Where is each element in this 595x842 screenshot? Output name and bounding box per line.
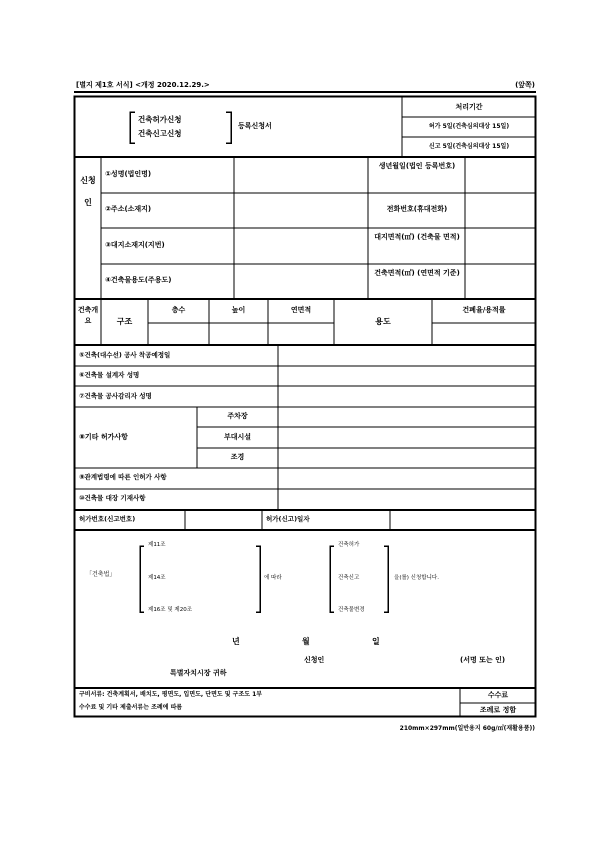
- request-option-2: 건축신고: [338, 575, 360, 581]
- clause-option-1: 제11조: [148, 542, 166, 548]
- date-year: 년: [232, 637, 240, 646]
- building-area-field[interactable]: [467, 266, 534, 297]
- applicant-name-field[interactable]: [236, 159, 366, 191]
- applicant-address-field[interactable]: [236, 195, 366, 226]
- site-location-field[interactable]: [236, 230, 366, 262]
- col-floor-area: 연면적: [290, 306, 312, 314]
- sub-landscape: 조경: [230, 453, 245, 461]
- processing-period-permit: 허가 5일(건축심의대상 15일): [428, 123, 510, 130]
- clause-option-2: 제14조: [148, 575, 166, 581]
- phone-label: 전화번호(휴대전화): [386, 205, 448, 213]
- related-permits-label: ⑨관계법령에 따른 인허가 사항: [79, 473, 167, 481]
- declaration-lead: 「건축법」: [86, 571, 116, 578]
- building-use-label: ④건축물용도(주용도): [105, 276, 172, 284]
- permit-date-field[interactable]: [392, 512, 534, 528]
- date-month: 월: [302, 637, 310, 646]
- col-usage: 용도: [375, 317, 391, 326]
- supervisor-label: ⑦건축물 공사감리자 성명: [79, 392, 152, 400]
- birthdate-field[interactable]: [467, 159, 534, 191]
- permit-date-label: 허가(신고)일자: [266, 515, 310, 523]
- site-location-label: ③대지소재지(지번): [105, 241, 165, 249]
- form-reference: [별지 제1호 서식] <개정 2020.12.29.>: [76, 81, 210, 89]
- applicant-address-label: ②주소(소재지): [105, 205, 152, 213]
- sub-parking: 주차장: [227, 412, 248, 420]
- addressee: 특별자치시장 귀하: [170, 669, 227, 677]
- birthdate-label: 생년월일(법인 등록번호): [378, 162, 456, 170]
- signer-label: 신청인: [304, 656, 325, 664]
- declaration-middle: 에 따라: [264, 575, 282, 581]
- ledger-entries-label: ⑩건축물 대장 기재사항: [79, 494, 146, 502]
- request-option-1: 건축허가: [338, 542, 360, 548]
- processing-period-label: 처리기간: [455, 103, 483, 111]
- phone-field[interactable]: [467, 195, 534, 226]
- site-area-label: 대지면적(㎡) (건축물 면적): [374, 233, 460, 241]
- title-permit-option: 건축허가신청: [138, 115, 182, 124]
- building-use-field[interactable]: [236, 266, 366, 297]
- paper-spec-footer: 210mm×297mm(일반용지 60g/㎡(재활용품)): [399, 725, 535, 732]
- applicant-name-label: ①성명(법인명): [105, 170, 152, 178]
- construction-start-label: ⑤건축(대수선) 공사 착공예정일: [79, 351, 171, 359]
- col-coverage-ratio: 건폐율/용적률: [462, 306, 506, 314]
- page-side-label: (앞쪽): [515, 81, 535, 89]
- applicant-section-label: 신청인: [80, 176, 96, 207]
- designer-field[interactable]: [280, 368, 534, 384]
- required-docs-line2: 수수료 및 기타 제출서류는 조례에 따름: [79, 704, 183, 711]
- clause-option-3: 제16조 및 제20조: [148, 607, 193, 613]
- supervisor-field[interactable]: [280, 388, 534, 405]
- col-height: 높이: [231, 306, 246, 314]
- designer-label: ⑥건축물 설계자 성명: [79, 371, 140, 379]
- title-report-option: 건축신고신청: [138, 129, 182, 138]
- permit-number-label: 허가번호(신고번호): [79, 515, 136, 523]
- col-floors: 층수: [171, 306, 186, 314]
- date-day: 일: [372, 637, 380, 646]
- site-area-field[interactable]: [467, 230, 534, 262]
- required-docs-line1: 구비서류: 건축계획서, 배치도, 평면도, 입면도, 단면도 및 구조도 1부: [79, 691, 263, 698]
- related-permits-field[interactable]: [280, 470, 534, 487]
- other-permits-label: ⑧기타 허가사항: [79, 433, 128, 441]
- declaration-tail: 을(를) 신청합니다.: [394, 575, 439, 581]
- structure-section-label: 건축개요: [77, 306, 99, 325]
- permit-number-field[interactable]: [187, 512, 260, 528]
- fee-value: 조례로 정함: [479, 706, 517, 714]
- page-title: 등록신청서: [238, 122, 272, 130]
- building-area-label: 건축면적(㎡) (연면적 기준): [374, 269, 460, 277]
- processing-period-report: 신고 5일(건축심의대상 15일): [428, 143, 510, 150]
- request-option-3: 건축물변경: [338, 607, 365, 613]
- sub-facilities: 부대시설: [223, 433, 252, 441]
- fee-label: 수수료: [487, 691, 509, 699]
- signature-mark[interactable]: (서명 또는 인): [460, 656, 506, 664]
- ledger-entries-field[interactable]: [280, 491, 534, 508]
- structure-label: 구조: [116, 317, 133, 326]
- construction-start-field[interactable]: [280, 347, 534, 364]
